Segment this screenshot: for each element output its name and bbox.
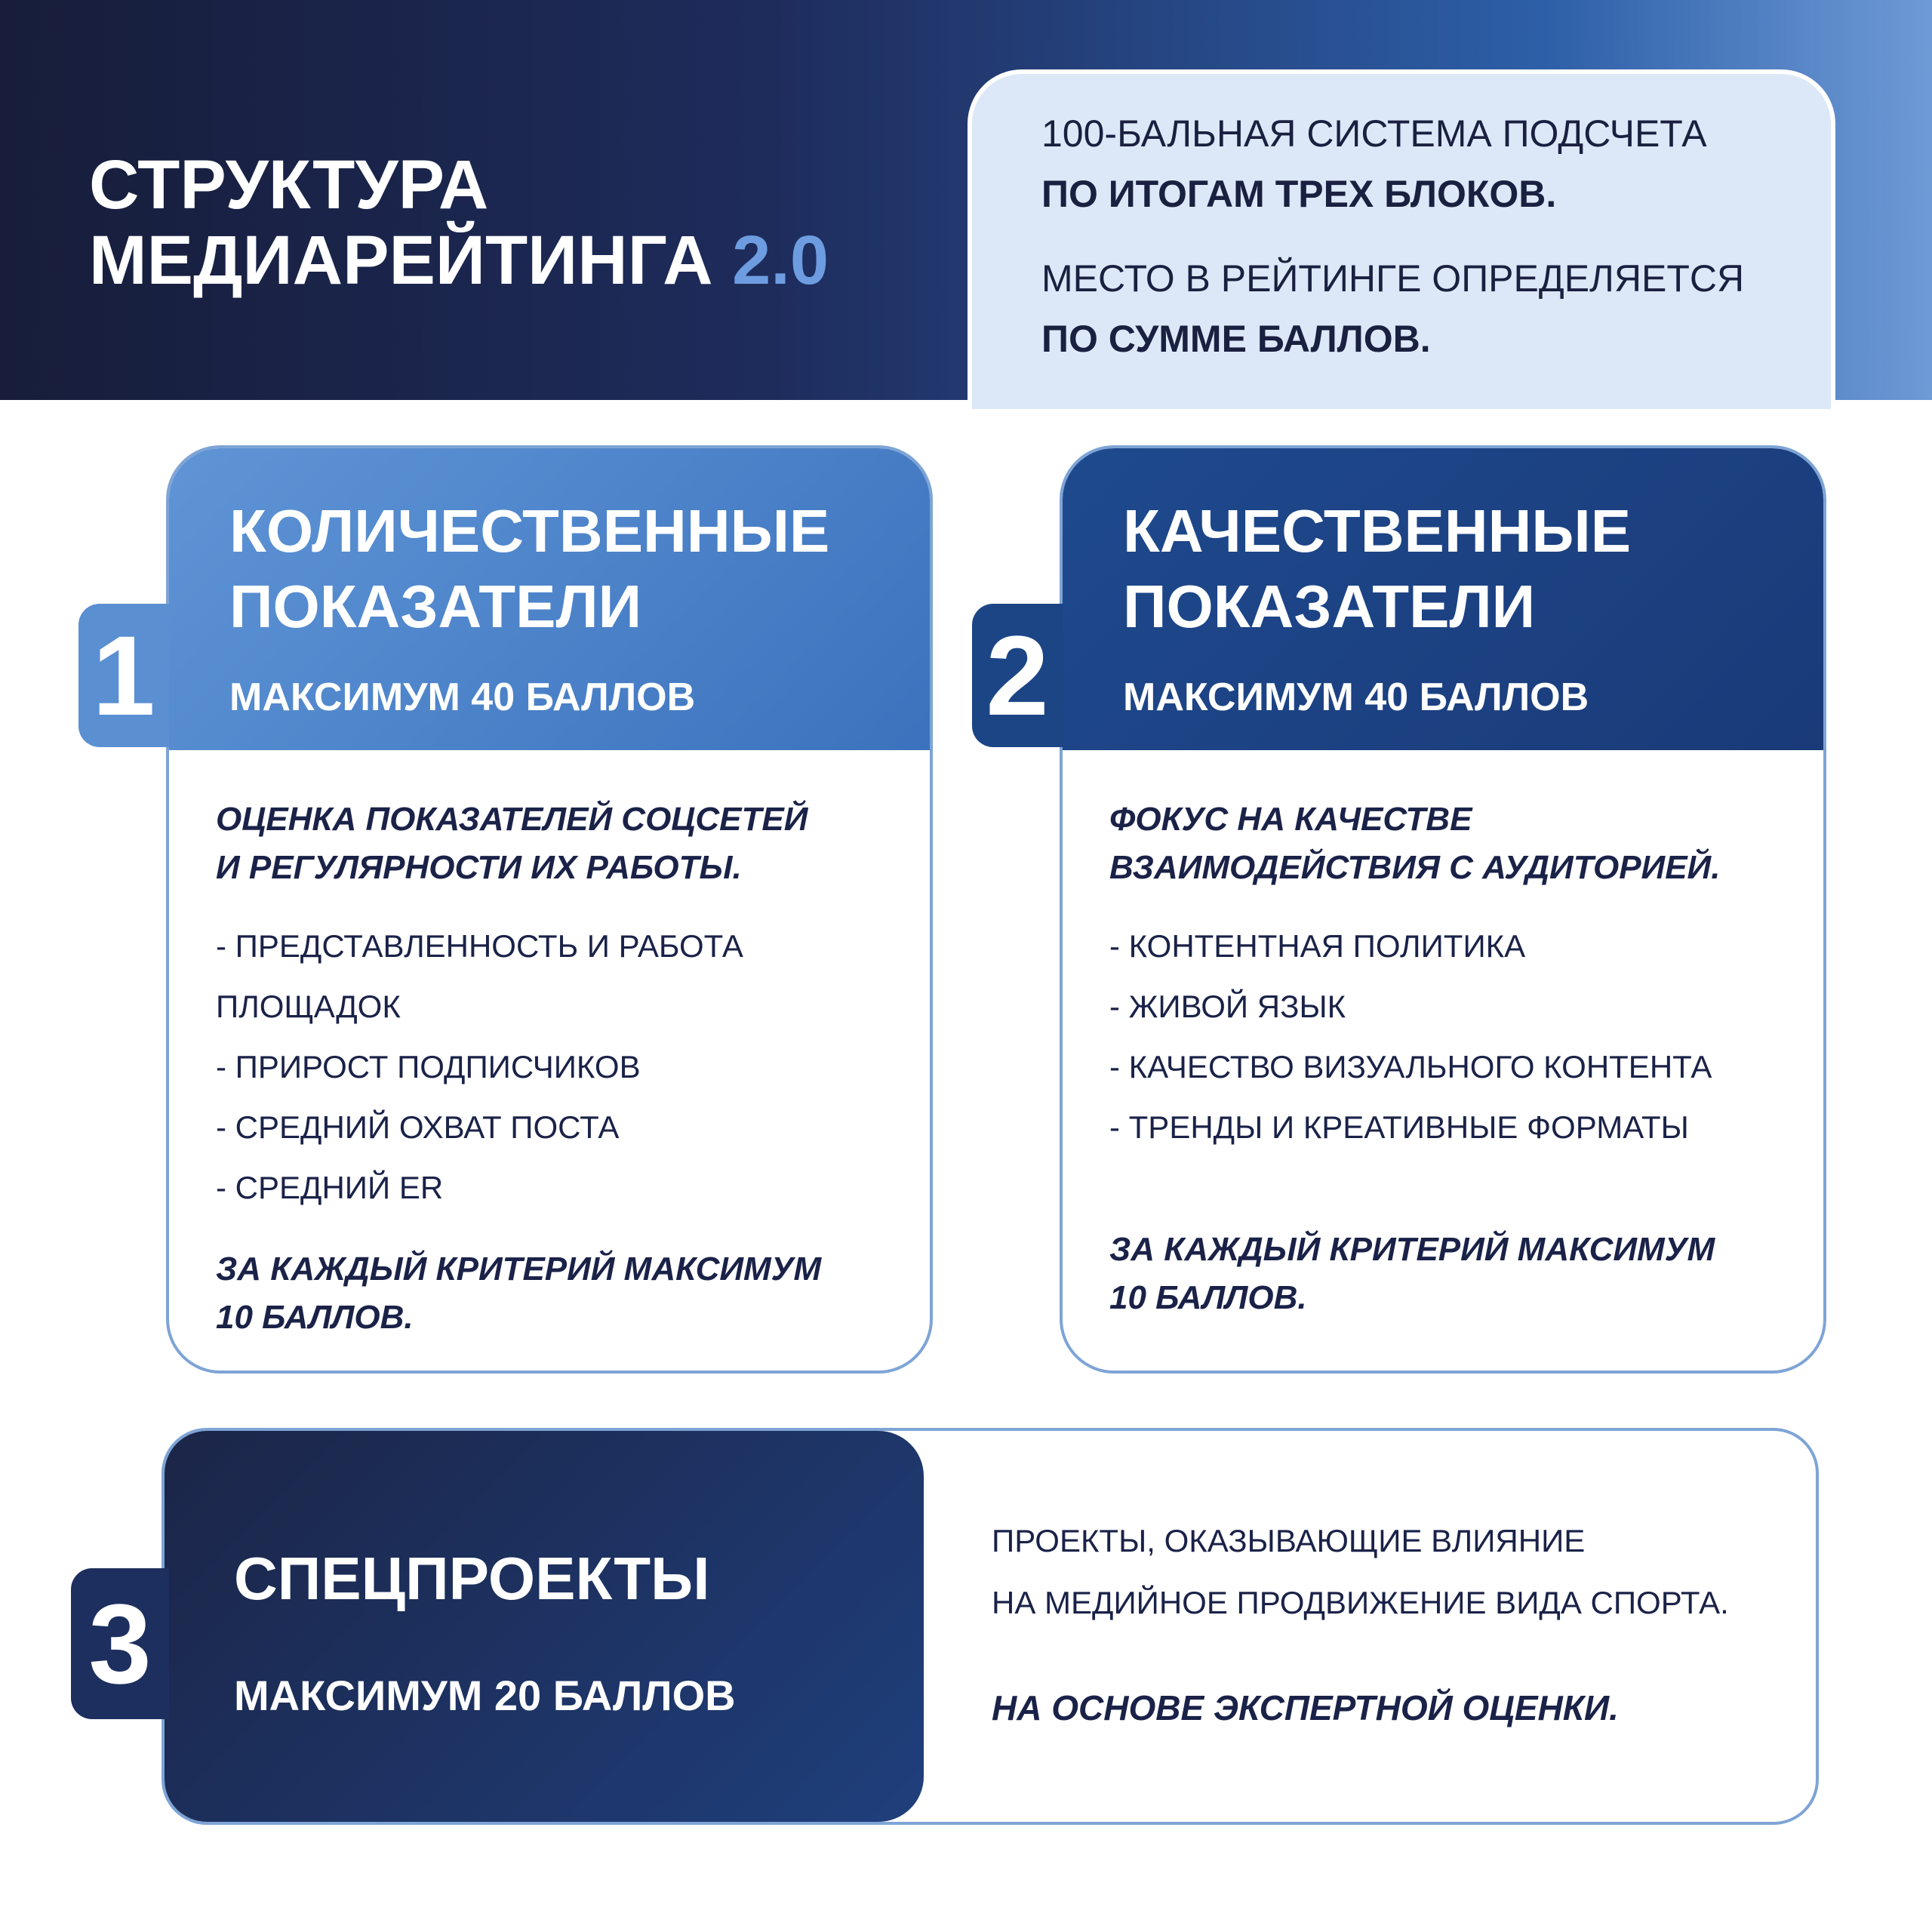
- block-special-projects-header: [165, 1431, 924, 1822]
- block-1-lead: [216, 795, 895, 892]
- list-item: - ЖИВОЙ ЯЗЫК: [1109, 989, 1346, 1024]
- block-3-desc-line-1: ПРОЕКТЫ, ОКАЗЫВАЮЩИЕ ВЛИЯНИЕ: [992, 1523, 1586, 1558]
- block-2-title-line-1: КАЧЕСТВЕННЫЕ: [1123, 497, 1632, 565]
- info-line-4: ПО СУММЕ БАЛЛОВ.: [1041, 318, 1431, 360]
- block-1-lead-line-2: И РЕГУЛЯРНОСТИ ИХ РАБОТЫ.: [216, 849, 742, 886]
- page-title: [89, 147, 829, 298]
- block-2-footnote: [1109, 1226, 1789, 1322]
- info-line-1: 100-БАЛЬНАЯ СИСТЕМА ПОДСЧЕТА: [1041, 112, 1707, 155]
- title-line-1: СТРУКТУРА: [89, 146, 489, 223]
- list-item: - КОНТЕНТНАЯ ПОЛИТИКА: [1109, 928, 1526, 964]
- block-3-max-points: МАКСИМУМ 20 БАЛЛОВ: [234, 1672, 736, 1719]
- list-item: ПЛОЩАДОК: [216, 989, 401, 1024]
- block-1-number-badge: 1: [78, 604, 169, 747]
- block-3-footnote: НА ОСНОВЕ ЭКСПЕРТНОЙ ОЦЕНКИ.: [992, 1688, 1619, 1727]
- header-banner: [0, 0, 1932, 400]
- block-2-foot-line-2: 10 БАЛЛОВ.: [1109, 1279, 1307, 1316]
- block-quantitative-header: [169, 448, 930, 750]
- block-qualitative-header: [1063, 448, 1823, 750]
- block-1-foot-line-1: ЗА КАЖДЫЙ КРИТЕРИЙ МАКСИМУМ: [216, 1251, 822, 1287]
- block-2-lead: [1109, 795, 1789, 892]
- list-item: - СРЕДНИЙ ОХВАТ ПОСТА: [216, 1109, 620, 1145]
- block-1-foot-line-2: 10 БАЛЛОВ.: [216, 1299, 414, 1336]
- block-2-lead-line-1: ФОКУС НА КАЧЕСТВЕ: [1109, 801, 1472, 838]
- list-item: - ПРЕДСТАВЛЕННОСТЬ И РАБОТА: [216, 928, 743, 964]
- block-quantitative-card: [166, 445, 933, 1374]
- info-line-2: ПО ИТОГАМ ТРЕХ БЛОКОВ.: [1041, 173, 1557, 215]
- list-item: - КАЧЕСТВО ВИЗУАЛЬНОГО КОНТЕНТА: [1109, 1049, 1712, 1084]
- list-item: - СРЕДНИЙ ER: [216, 1170, 444, 1205]
- block-1-title-line-2: ПОКАЗАТЕЛИ: [229, 573, 642, 640]
- block-2-number-badge: 2: [972, 604, 1063, 747]
- title-line-2: МЕДИАРЕЙТИНГА: [89, 222, 713, 299]
- info-line-3: МЕСТО В РЕЙТИНГЕ ОПРЕДЕЛЯЕТСЯ: [1041, 257, 1745, 300]
- block-1-max-points: МАКСИМУМ 40 БАЛЛОВ: [229, 675, 696, 719]
- block-2-foot-line-1: ЗА КАЖДЫЙ КРИТЕРИЙ МАКСИМУМ: [1109, 1231, 1715, 1268]
- block-quantitative-title: [229, 494, 829, 645]
- block-qualitative-title: [1123, 494, 1631, 645]
- block-1-criteria-list: [216, 916, 743, 1218]
- block-3-desc-line-2: НА МЕДИЙНОЕ ПРОДВИЖЕНИЕ ВИДА СПОРТА.: [992, 1585, 1729, 1620]
- title-version: 2.0: [732, 222, 829, 299]
- block-3-number-badge: 3: [71, 1568, 169, 1719]
- block-qualitative-card: [1060, 445, 1826, 1374]
- block-2-max-points: МАКСИМУМ 40 БАЛЛОВ: [1123, 675, 1589, 719]
- block-special-projects-card: [162, 1428, 1819, 1825]
- block-1-footnote: [216, 1245, 895, 1342]
- block-2-criteria-list: [1109, 916, 1712, 1158]
- scoring-info-box: [968, 69, 1835, 409]
- list-item: - ТРЕНДЫ И КРЕАТИВНЫЕ ФОРМАТЫ: [1109, 1109, 1689, 1145]
- block-1-title-line-1: КОЛИЧЕСТВЕННЫЕ: [229, 497, 830, 565]
- block-2-title-line-2: ПОКАЗАТЕЛИ: [1123, 573, 1536, 640]
- block-3-title: СПЕЦПРОЕКТЫ: [234, 1545, 710, 1612]
- list-item: - ПРИРОСТ ПОДПИСЧИКОВ: [216, 1049, 641, 1084]
- block-1-lead-line-1: ОЦЕНКА ПОКАЗАТЕЛЕЙ СОЦСЕТЕЙ: [216, 801, 808, 838]
- block-2-lead-line-2: ВЗАИМОДЕЙСТВИЯ С АУДИТОРИЕЙ.: [1109, 849, 1721, 886]
